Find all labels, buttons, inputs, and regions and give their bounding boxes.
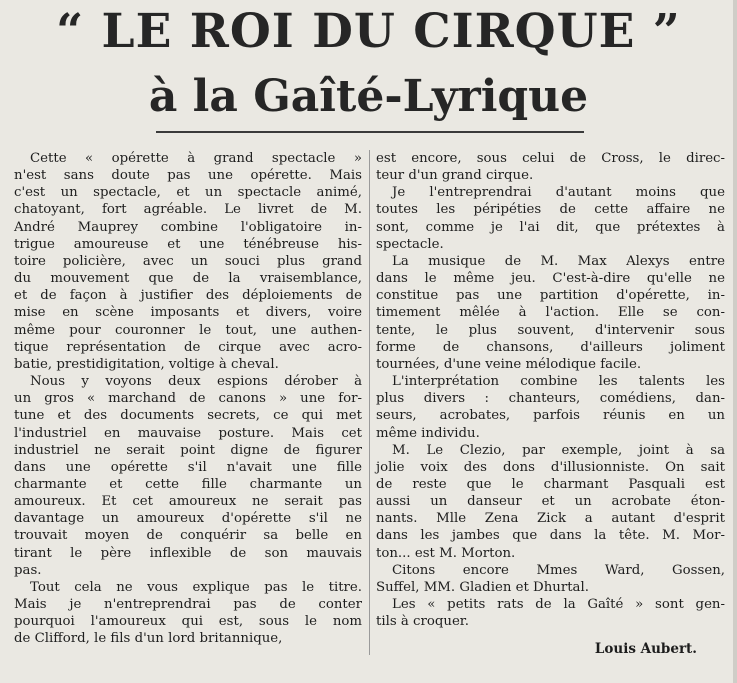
- article-line: amoureux. Et cet amoureux ne serait pas: [14, 494, 362, 510]
- article-line: est encore, sous celui de Cross, le direc-: [376, 151, 725, 166]
- article-line: constitue pas une partition d'opérette, in-: [376, 288, 725, 304]
- article-line: charmante et cette fille charmante un: [14, 476, 362, 492]
- column-divider: [369, 150, 370, 655]
- article-line: plus divers : chanteurs, comédiens, dan-: [376, 391, 725, 407]
- article-line: seurs, acrobates, parfois réunis en un: [376, 408, 725, 424]
- article-line: aussi un danseur et un acrobate éton-: [376, 494, 725, 510]
- article-column-left: [14, 150, 362, 648]
- article-line: pas.: [14, 562, 42, 578]
- article-line: Je l'entreprendrai d'autant moins que: [392, 185, 725, 201]
- author-signature: Louis Aubert.: [594, 641, 697, 657]
- article-line: Suffel, MM. Gladien et Dhurtal.: [376, 579, 589, 595]
- article-line: tique représentation de cirque avec acro-: [14, 339, 362, 355]
- article-line: L'interprétation combine les talents les: [392, 374, 725, 390]
- article-line: trouvait moyen de conquérir sa belle en: [14, 528, 362, 544]
- article-line: et de façon à justifier des déploiements de: [14, 288, 362, 304]
- article-line: industriel ne serait point digne de figurer: [14, 442, 362, 458]
- article-line: spectacle.: [376, 236, 444, 252]
- article-line: davantage un amoureux d'opérette s'il ne: [14, 511, 362, 527]
- article-line: M. Le Clezio, par exemple, joint à sa: [392, 442, 725, 458]
- article-line: forme de chansons, d'ailleurs joliment: [376, 339, 725, 355]
- article-line: tirant le père inflexible de son mauvais: [14, 545, 362, 561]
- article-line: toutes les péripéties de cette affaire ne: [376, 202, 725, 218]
- headline: “ LE ROI DU CIRQUE ”: [56, 4, 681, 59]
- article-line: du mouvement que de la vraisemblance,: [14, 271, 362, 287]
- article-line: Mais je n'entreprendrai pas de conter: [14, 597, 362, 613]
- article-line: pourquoi l'amoureux qui est, sous le nom: [14, 614, 362, 630]
- article-line: timement mêlée à l'action. Elle se con-: [376, 305, 725, 321]
- article-line: c'est un spectacle, et un spectacle animé,: [14, 185, 362, 201]
- article-line: même pour couronner le tout, une authen-: [14, 322, 362, 338]
- article-line: André Mauprey combine l'obligatoire in-: [14, 219, 362, 235]
- article-line: n'est sans doute pas une opérette. Mais: [14, 168, 362, 184]
- article-line: tune et des documents secrets, ce qui met: [14, 408, 362, 424]
- article-line: teur d'un grand cirque.: [376, 168, 534, 184]
- article-line: chatoyant, fort agréable. Le livret de M.: [14, 202, 362, 218]
- article-line: Citons encore Mmes Ward, Gossen,: [392, 562, 725, 578]
- article-line: de Clifford, le fils d'un lord britannique,: [14, 631, 283, 647]
- article-line: nants. Mlle Zena Zick a autant d'esprit: [376, 511, 725, 527]
- article-line: de reste que le charmant Pasquali est: [376, 476, 725, 492]
- article-line: un gros « marchand de canons » une for-: [14, 391, 362, 407]
- article-line: batie, prestidigitation, voltige à cheval.: [14, 356, 279, 372]
- article-line: ton... est M. Morton.: [376, 545, 516, 561]
- article-line: toire policière, avec un souci plus grand: [14, 253, 362, 269]
- article-line: l'industriel en mauvaise posture. Mais cet: [14, 425, 362, 441]
- article-line: Tout cela ne vous explique pas le titre.: [30, 579, 362, 595]
- article-line: même individu.: [376, 425, 480, 441]
- article-line: tente, le plus souvent, d'intervenir sous: [376, 322, 725, 338]
- subheadline: à la Gaîté-Lyrique: [148, 71, 589, 122]
- article-line: trigue amoureuse et une ténébreuse his-: [14, 236, 362, 252]
- article-column-right: [376, 150, 725, 630]
- article-line: Cette « opérette à grand spectacle »: [30, 151, 362, 166]
- page-edge: [733, 0, 737, 683]
- article-line: sont, comme je l'ai dit, que prétextes à: [376, 219, 725, 235]
- headline-rule: [156, 131, 584, 133]
- article-line: tils à croquer.: [376, 614, 469, 630]
- article-line: mise en scène imposants et divers, voire: [14, 305, 362, 321]
- article-line: Nous y voyons deux espions dérober à: [30, 374, 362, 390]
- article-line: La musique de M. Max Alexys entre: [392, 253, 725, 269]
- article-line: jolie voix des dons d'illusionniste. On sait: [376, 459, 725, 475]
- article-line: Les « petits rats de la Gaîté » sont gen-: [392, 597, 725, 613]
- article-line: tournées, d'une veine mélodique facile.: [376, 356, 642, 372]
- article-line: dans une opérette s'il n'avait une fille: [14, 459, 362, 475]
- article-line: dans le même jeu. C'est-à-dire qu'elle ne: [376, 271, 725, 287]
- article-line: dans les jambes que dans la tête. M. Mor-: [376, 528, 725, 544]
